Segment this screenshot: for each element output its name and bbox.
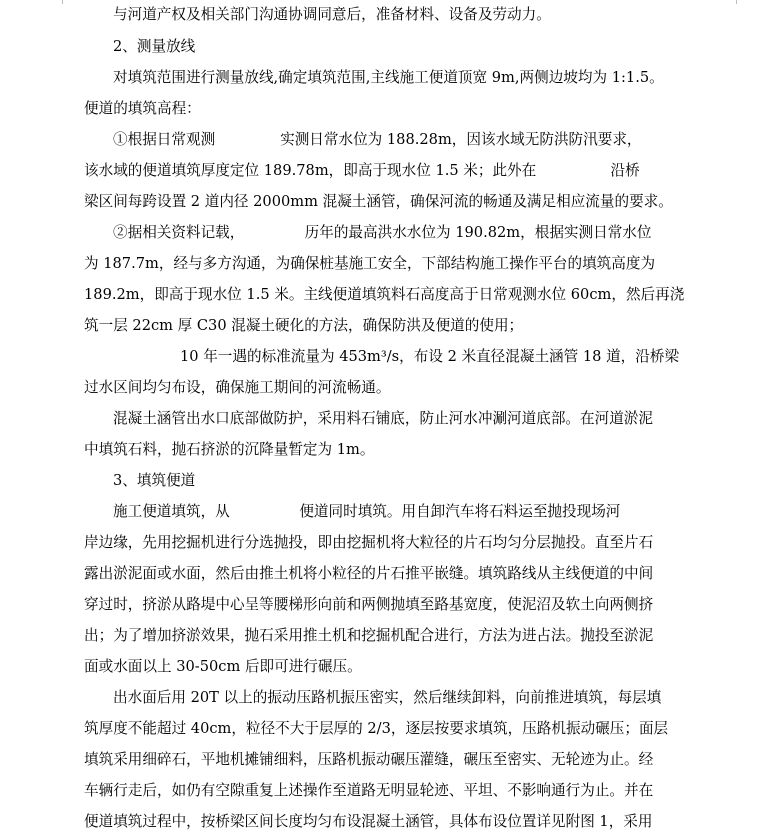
- text-line: 该水域的便道填筑厚度定位 189.78m，即高于现水位 1.5 米；此外在 沿桥: [84, 162, 640, 179]
- text-line: 中填筑石料，抛石挤淤的沉降量暂定为 1m。: [84, 441, 375, 458]
- page-corner-mark-right: [736, 0, 737, 4]
- text-line: 便道的填筑高程：: [84, 100, 201, 117]
- text-line: 筑厚度不能超过 40cm，粒径不大于层厚的 2/3，逐层按要求填筑，压路机振动碾压；面层: [84, 720, 669, 737]
- text-line: 189.2m，即高于现水位 1.5 米。主线便道填筑料石高度高于日常观测水位 60cm，然后再浇: [84, 286, 685, 303]
- text-line: 梁区间每跨设置 2 道内径 2000mm 混凝土涵管，确保河流的畅通及满足相应流量的要求。: [84, 193, 673, 210]
- text-line: 露出淤泥面或水面，然后由推土机将小粒径的片石推平嵌缝。填筑路线从主线便道的中间: [84, 565, 654, 582]
- text-line: 岸边缘，先用挖掘机进行分选抛投，即由挖掘机将大粒径的片石均匀分层抛投。直至片石: [84, 534, 654, 551]
- text-line: 面或水面以上 30-50cm 后即可进行碾压。: [84, 658, 362, 675]
- text-line: ②据相关资料记载， 历年的最高洪水水位为 190.82m，根据实测日常水位: [113, 224, 652, 241]
- page-corner-mark-left: [62, 0, 63, 4]
- text-line: 出；为了增加挤淤效果，抛石采用推土机和挖掘机配合进行，方法为进占法。抛投至淤泥: [84, 627, 654, 644]
- text-line: 混凝土涵管出水口底部做防护，采用料石铺底，防止河水冲涮河道底部。在河道淤泥: [113, 410, 653, 427]
- text-line: 对填筑范围进行测量放线,确定填筑范围,主线施工便道顶宽 9m,两侧边坡均为 1:1.5。: [113, 69, 664, 86]
- text-line: 过水区间均匀布设，确保施工期间的河流畅通。: [84, 379, 391, 396]
- section-heading: 3、填筑便道: [113, 472, 196, 489]
- text-line: 与河道产权及相关部门沟通协调同意后，准备材料、设备及劳动力。: [113, 6, 551, 23]
- text-line: 10 年一遇的标准流量为 453m³/s，布设 2 米直径混凝土涵管 18 道，沿桥梁: [180, 348, 680, 365]
- text-line: 便道填筑过程中，按桥梁区间长度均匀布设混凝土涵管，具体布设位置详见附图 1，采用: [84, 813, 653, 830]
- text-line: 出水面后用 20T 以上的振动压路机振压密实，然后继续卸料，向前推进填筑，每层填: [113, 689, 662, 706]
- text-line: 填筑采用细碎石，平地机摊铺细料，压路机振动碾压灌缝，碾压至密实、无轮迹为止。经: [84, 751, 654, 768]
- text-line: 为 187.7m，经与多方沟通，为确保桩基施工安全，下部结构施工操作平台的填筑高度为: [84, 255, 656, 272]
- text-line: 筑一层 22cm 厚 C30 混凝土硬化的方法，确保防洪及便道的使用；: [84, 317, 524, 334]
- text-line: ①根据日常观测 实测日常水位为 188.28m，因该水域无防洪防汛要求，: [113, 131, 642, 148]
- text-line: 施工便道填筑，从 便道同时填筑。用自卸汽车将石料运至抛投现场河: [113, 503, 621, 520]
- text-line: 车辆行走后，如仍有空隙重复上述操作至道路无明显轮迹、平坦、不影响通行为止。并在: [84, 782, 654, 799]
- text-line: 穿过时，挤淤从路堤中心呈等腰梯形向前和两侧抛填至路基宽度，使泥沼及软土向两侧挤: [84, 596, 654, 613]
- section-heading: 2、测量放线: [113, 38, 196, 55]
